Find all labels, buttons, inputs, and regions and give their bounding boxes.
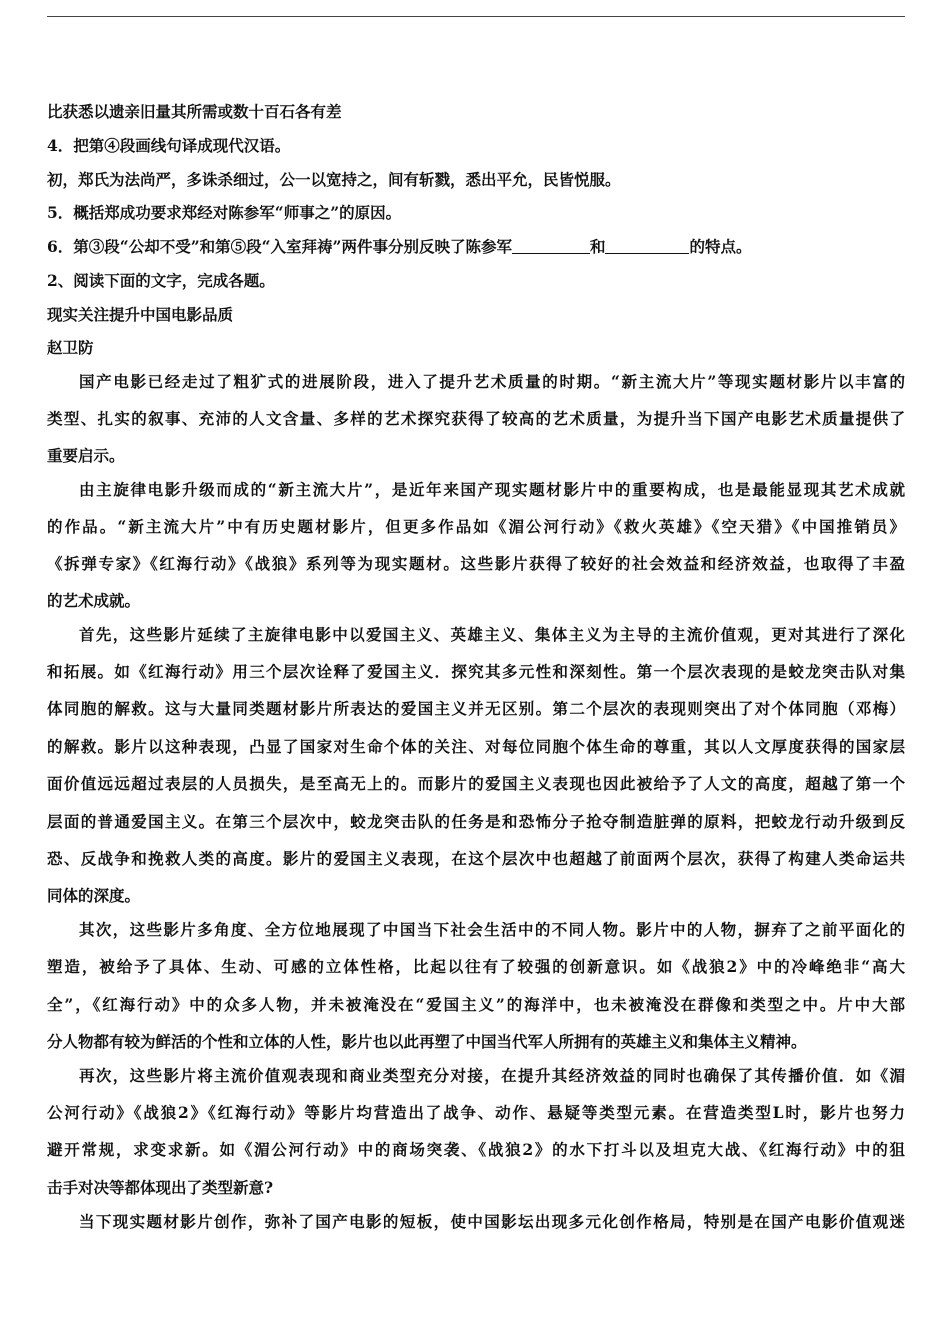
answer-blank-2[interactable] (605, 239, 689, 254)
paragraph-line: 的解救。影片以这种表现，凸显了国家对生命个体的关注、对每位同胞个体生命的尊重，其以人文厚度获得的国家层 (47, 737, 905, 756)
question-6-and: 和 (589, 237, 606, 256)
paragraph-line: 的艺术成就。 (47, 591, 141, 610)
text-line: 比获悉以遗亲旧量其所需或数十百石各有差 (47, 102, 342, 121)
question-6 (47, 237, 905, 257)
paragraph-line: 分人物都有较为鲜活的个性和立体的人性，影片也以此再塑了中国当代军人所拥有的英雄主义和集体主义精神。 (47, 1032, 807, 1051)
header-rule (47, 16, 905, 17)
article-title: 现实关注提升中国电影品质 (47, 305, 234, 324)
paragraph-line: 首先，这些影片延续了主旋律电影中以爱国主义、英雄主义、集体主义为主导的主流价值观，更对其进行了深化 (79, 625, 905, 644)
question-4: 4．把第④段画线句译成现代汉语。 (47, 136, 291, 155)
paragraph-line: 由主旋律电影升级而成的“新主流大片”，是近年来国产现实题材影片中的重要构成，也是最能显现其艺术成就 (79, 480, 905, 499)
paragraph-line: 重要启示。 (47, 446, 125, 465)
paragraph-line: 类型、扎实的叙事、充沛的人文含量、多样的艺术探究获得了较高的艺术质量，为提升当下国产电影艺术质量提供了 (47, 409, 905, 428)
paragraph-line: 《拆弹专家》《红海行动》《战狼》系列等为现实题材。这些影片获得了较好的社会效益和经济效益，也取得了丰盈 (47, 554, 905, 573)
paragraph-line: 恐、反战争和挽救人类的高度。影片的爱国主义表现，在这个层次中也超越了前面两个层次，获得了构建人类命运共 (47, 849, 905, 868)
section-heading: 2、阅读下面的文字，完成各题。 (47, 271, 275, 290)
paragraph-line: 击手对决等都体现出了类型新意? (47, 1178, 274, 1197)
paragraph-line: 体同胞的解救。这与大量同类题材影片所表达的爱国主义并无区别。第二个层次的表现则突出了对个体同胞（邓梅） (47, 699, 905, 718)
paragraph-line: 和拓展。如《红海行动》用三个层次诠释了爱国主义．探究其多元性和深刻性。第一个层次表现的是蛟龙突击队对集 (47, 662, 905, 681)
paragraph-line: 避开常规，求变求新。如《湄公河行动》中的商场突袭、《战狼2》的水下打斗以及坦克大战、《红海行动》中的狙 (47, 1140, 905, 1159)
paragraph-line: 当下现实题材影片创作，弥补了国产电影的短板，使中国影坛出现多元化创作格局，特别是在国产电影价值观迷 (79, 1212, 905, 1231)
paragraph-line: 面价值远远超过表层的人员损失，是至高无上的。而影片的爱国主义表现也因此被给予了人文的高度，超越了第一个 (47, 774, 905, 793)
paragraph-line: 公河行动》《战狼2》《红海行动》等影片均营造出了战争、动作、悬疑等类型元素。在营造类型L时，影片也努力 (47, 1103, 905, 1122)
paragraph-line: 全”，《红海行动》中的众多人物，并未被淹没在“爱国主义”的海洋中，也未被淹没在群像和类型之中。片中大部 (47, 995, 905, 1014)
answer-blank-1[interactable] (512, 239, 590, 254)
paragraph-line: 再次，这些影片将主流价值观表现和商业类型充分对接，在提升其经济效益的同时也确保了其传播价值．如《湄 (79, 1066, 905, 1085)
question-6-text: 6．第③段“公却不受”和第⑤段“入室拜祷”两件事分别反映了陈参军 (47, 237, 512, 256)
paragraph-line: 的作品。“新主流大片”中有历史题材影片，但更多作品如《湄公河行动》《救火英雄》《空天猎》《中国推销员》 (47, 517, 905, 536)
text-line: 初，郑氏为法尚严，多诛杀细过，公一以宽持之，间有斩戮，悉出平允，民皆悦服。 (47, 170, 621, 189)
paragraph-line: 国产电影已经走过了粗犷式的进展阶段，进入了提升艺术质量的时期。“新主流大片”等现实题材影片以丰富的 (79, 372, 905, 391)
question-6-tail: 的特点。 (689, 237, 752, 256)
paragraph-line: 同体的深度。 (47, 886, 141, 905)
paragraph-line: 塑造，被给予了具体、生动、可感的立体性格，比起以往有了较强的创新意识。如《战狼2》中的冷峰绝非“高大 (47, 957, 905, 976)
paragraph-line: 其次，这些影片多角度、全方位地展现了中国当下社会生活中的不同人物。影片中的人物，摒弃了之前平面化的 (79, 920, 905, 939)
question-5: 5．概括郑成功要求郑经对陈参军“师事之”的原因。 (47, 203, 402, 222)
paragraph-line: 层面的普通爱国主义。在第三个层次中，蛟龙突击队的任务是和恐怖分子抢夺制造脏弹的原料，把蛟龙行动升级到反 (47, 812, 905, 831)
article-author: 赵卫防 (47, 338, 94, 357)
